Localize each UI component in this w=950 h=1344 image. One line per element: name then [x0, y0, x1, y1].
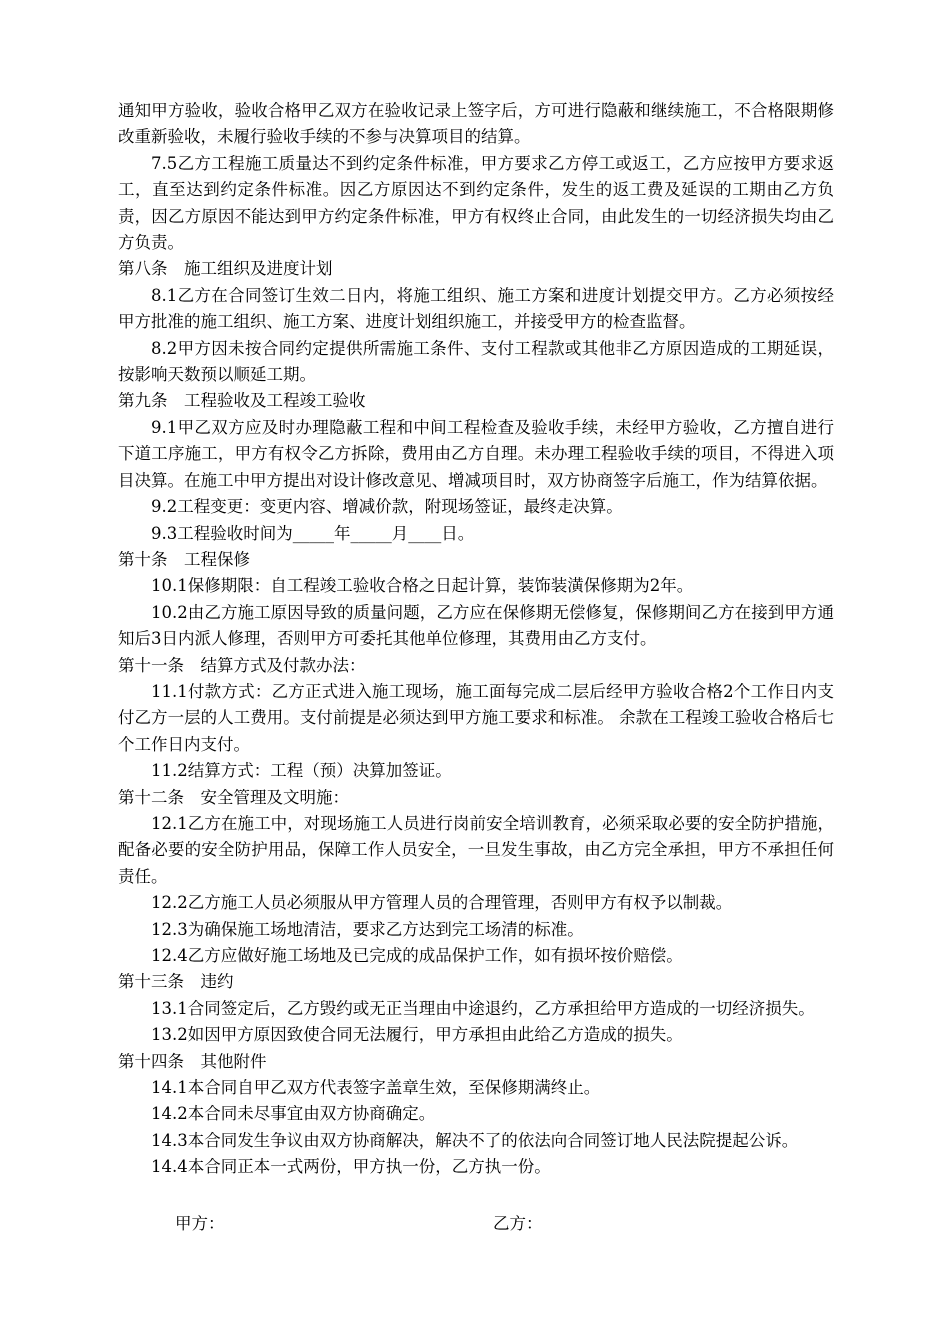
- clause-14-2: 14.2本合同未尽事宜由双方协商确定。: [151, 1104, 436, 1124]
- contract-page: [118, 98, 834, 1241]
- clause-8-1: 8.1乙方在合同签订生效二日内，将施工组织、施工方案和进度计划提交甲方。乙方必须按经甲方批准的施工组织、施工方案、进度计划组织施工，并接受甲方的检查监督。: [118, 285, 834, 332]
- clause-11-2: 11.2结算方式：工程（预）决算加签证。: [151, 761, 452, 781]
- clause-14-3: 14.3本合同发生争议由双方协商解决，解决不了的依法向合同签订地人民法院提起公诉。: [151, 1130, 799, 1150]
- article-13-heading: 第十三条 违约: [118, 972, 234, 992]
- paragraph: 通知甲方验收，验收合格甲乙双方在验收记录上签字后，方可进行隐蔽和继续施工，不合格限期修改重新验收，未履行验收手续的不参与决算项目的结算。: [118, 101, 834, 147]
- clause-14-4: 14.4本合同正本一式两份，甲方执一份，乙方执一份。: [151, 1157, 551, 1177]
- clause-12-4: 12.4乙方应做好施工场地及已完成的成品保护工作，如有损坏按价赔偿。: [151, 946, 683, 965]
- clause-12-2: 12.2乙方施工人员必须服从甲方管理人员的合理管理，否则甲方有权予以制裁。: [151, 893, 733, 913]
- clause-12-1: 12.1乙方在施工中，对现场施工人员进行岗前安全培训教育，必须采取必要的安全防护措施，配备必要的安全防护用品，保障工作人员安全，一旦发生事故，由乙方完全承担，甲方不承担任何责任。: [118, 813, 834, 886]
- article-8-heading: 第八条 施工组织及进度计划: [118, 259, 333, 279]
- clause-9-3: 9.3工程验收时间为_____年_____月____日。: [151, 523, 475, 543]
- article-9-heading: 第九条 工程验收及工程竣工验收: [118, 391, 366, 411]
- spacer: [118, 1181, 834, 1207]
- clause-11-1: 11.1付款方式：乙方正式进入施工现场，施工面每完成二层后经甲方验收合格2个工作日内支付乙方一层的人工费用。支付前提是必须达到甲方施工要求和标准。 余款在工程竣工验收合格后七个工作日内支付。: [118, 681, 834, 754]
- article-11-heading: 第十一条 结算方式及付款办法：: [118, 655, 366, 675]
- article-12-heading: 第十二条 安全管理及文明施：: [118, 787, 349, 807]
- clause-13-2: 13.2如因甲方原因致使合同无法履行，甲方承担由此给乙方造成的损失。: [151, 1025, 683, 1045]
- clause-9-1: 9.1甲乙双方应及时办理隐蔽工程和中间工程检查及验收手续，未经甲方验收，乙方擅自进行下道工序施工，甲方有权令乙方拆除，费用由乙方自理。未办理工程验收手续的项目，不得进入项目决算。在施工中甲方提出对设计修改意见、增减项目时，双方协商签字后施工，作为结算依据。: [118, 417, 834, 490]
- clause-7-5: 7.5乙方工程施工质量达不到约定条件标准，甲方要求乙方停工或返工，乙方应按甲方要求返工，直至达到约定条件标准。因乙方原因达不到约定条件，发生的返工费及延误的工期由乙方负责，因乙方原因不能达到甲方约定条件标准，甲方有权终止合同，由此发生的一切经济损失均由乙方负责。: [118, 153, 834, 253]
- article-14-heading: 第十四条 其他附件: [118, 1051, 267, 1071]
- clause-10-1: 10.1保修期限：自工程竣工验收合格之日起计算，装饰装潢保修期为2年。: [151, 576, 694, 596]
- party-a-signature-label: 甲方：: [175, 1214, 225, 1234]
- clause-12-3: 12.3为确保施工场地清洁，要求乙方达到完工场清的标准。: [151, 919, 584, 939]
- party-b-signature-label: 乙方：: [493, 1214, 543, 1234]
- clause-13-1: 13.1合同签定后，乙方毁约或无正当理由中途退约，乙方承担给甲方造成的一切经济损失。: [151, 998, 815, 1018]
- clause-10-2: 10.2由乙方施工原因导致的质量问题，乙方应在保修期无偿修复，保修期间乙方在接到甲方通知后3日内派人修理，否则甲方可委托其他单位修理，其费用由乙方支付。: [118, 602, 834, 649]
- signature-block: [118, 1211, 834, 1241]
- clause-8-2: 8.2甲方因未按合同约定提供所需施工条件、支付工程款或其他非乙方原因造成的工期延误，按影响天数预以顺延工期。: [118, 338, 834, 385]
- clause-14-1: 14.1本合同自甲乙双方代表签字盖章生效，至保修期满终止。: [151, 1078, 601, 1098]
- article-10-heading: 第十条 工程保修: [118, 549, 250, 569]
- clause-9-2: 9.2工程变更：变更内容、增减价款，附现场签证，最终走决算。: [151, 497, 623, 517]
